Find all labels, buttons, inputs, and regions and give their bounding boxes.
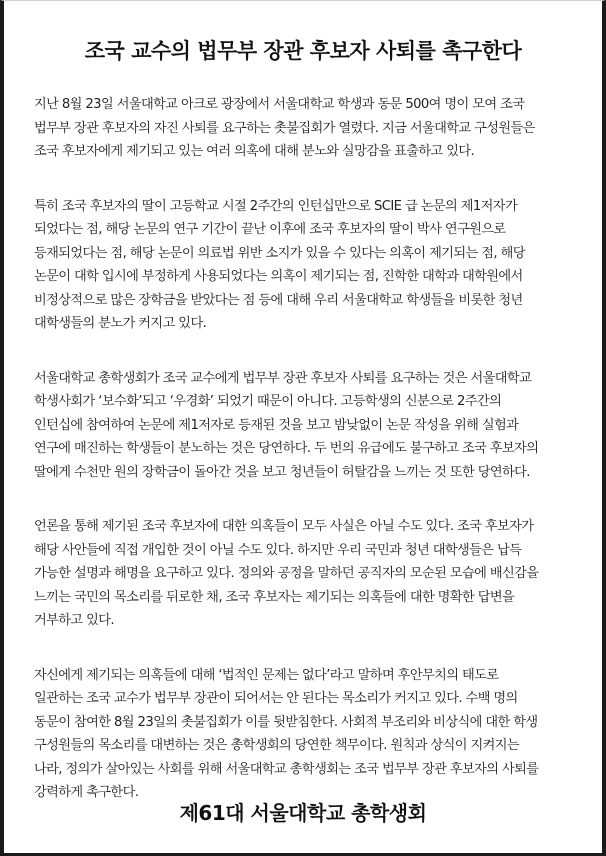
- paragraph-5: [34, 664, 574, 805]
- statement-title: 조국 교수의 법무부 장관 후보자 사퇴를 촉구한다: [84, 39, 522, 63]
- paragraph-line: 대학생들의 분노가 커지고 있다.: [34, 316, 207, 331]
- paragraph-line: 동문이 참여한 8월 23일의 촛불집회가 이를 뒷받침한다. 사회적 부조리와 비상식에 대한 학생: [34, 714, 538, 730]
- paragraph-line: 거부하고 있다.: [34, 613, 115, 628]
- paragraph-line: 자신에게 제기되는 의혹들에 대해 ‘법적인 문제는 없다’라고 말하며 후안무치의 태도로: [34, 667, 499, 683]
- paragraph-line: 조국 후보자에게 제기되고 있는 여러 의혹에 대해 분노와 실망감을 표출하고 있다.: [34, 144, 475, 159]
- paragraph-line: 일관하는 조국 교수가 법무부 장관이 되어서는 안 된다는 목소리가 커지고 있다. 수백 명의: [34, 691, 518, 706]
- paragraph-line: 학생사회가 ‘보수화’되고 ‘우경화’ 되었기 때문이 아니다. 고등학생의 신분으로 2주간의: [34, 394, 502, 409]
- signature: 제61대 서울대학교 총학생회: [179, 801, 427, 825]
- paragraph-line: 인턴십에 참여하여 논문에 제1저자로 등재된 것을 보고 밤낮없이 논문 작성을 위해 실험과: [34, 417, 519, 433]
- paragraph-line: 강력하게 촉구한다.: [34, 785, 139, 800]
- paragraph-line: 딸에게 수천만 원의 장학금이 돌아간 것을 보고 청년들이 허탈감을 느끼는 것 또한 당연하다.: [34, 464, 530, 480]
- paragraph-4: [34, 515, 574, 633]
- paragraph-line: 지난 8월 23일 서울대학교 아크로 광장에서 서울대학교 학생과 동문 500여 명이 모여 조국: [34, 97, 525, 112]
- paragraph-line: 가능한 설명과 해명을 요구하고 있다. 정의와 공정을 말하던 공직자의 모순된 모습에 배신감을: [34, 566, 539, 581]
- paragraph-line: 법무부 장관 후보자의 자진 사퇴를 요구하는 촛불집회가 열렸다. 지금 서울대학교 구성원들은: [34, 120, 535, 136]
- paragraph-line: 되었다는 점, 해당 논문의 연구 기간이 끝난 이후에 조국 후보자의 딸이 박사 연구원으로: [34, 222, 506, 237]
- paragraph-3: [34, 367, 574, 485]
- paragraph-line: 연구에 매진하는 학생들이 분노하는 것은 당연하다. 두 번의 유급에도 불구하고 조국 후보자의: [34, 441, 539, 456]
- paragraph-line: 구성원들의 목소리를 대변하는 것은 총학생회의 당연한 책무이다. 원칙과 상식이 지켜지는: [34, 738, 520, 753]
- statement-body: [34, 93, 574, 836]
- paragraph-line: 논문이 대학 입시에 부정하게 사용되었다는 의혹이 제기되는 점, 진학한 대학과 대학원에서: [34, 269, 523, 284]
- paragraph-line: 비정상적으로 많은 장학금을 받았다는 점 등에 대해 우리 서울대학교 학생들을 비롯한 청년: [34, 292, 523, 308]
- paragraph-line: 해당 사안들에 직접 개입한 것이 아닐 수도 있다. 하지만 우리 국민과 청년 대학생들은 납득: [34, 542, 522, 558]
- paragraph-line: 특히 조국 후보자의 딸이 고등학교 시절 2주간의 인턴십만으로 SCIE 급 논문의 제1저자가: [34, 198, 518, 214]
- paragraph-1: [34, 93, 574, 164]
- paragraph-2: [34, 195, 574, 336]
- paragraph-line: 나라, 정의가 살아있는 사회를 위해 서울대학교 총학생회는 조국 법무부 장관 후보자의 사퇴를: [34, 761, 539, 777]
- paragraph-line: 느끼는 국민의 목소리를 뒤로한 채, 조국 후보자는 제기되는 의혹들에 대한 명확한 답변을: [34, 589, 515, 605]
- paragraph-line: 서울대학교 총학생회가 조국 교수에게 법무부 장관 후보자 사퇴를 요구하는 것은 서울대학교: [34, 370, 532, 386]
- paragraph-line: 언론을 통해 제기된 조국 후보자에 대한 의혹들이 모두 사실은 아닐 수도 있다. 조국 후보자가: [34, 519, 534, 534]
- paragraph-line: 등재되었다는 점, 해당 논문이 의료법 위반 소지가 있을 수 있다는 의혹이 제기되는 점, 해당: [34, 245, 525, 261]
